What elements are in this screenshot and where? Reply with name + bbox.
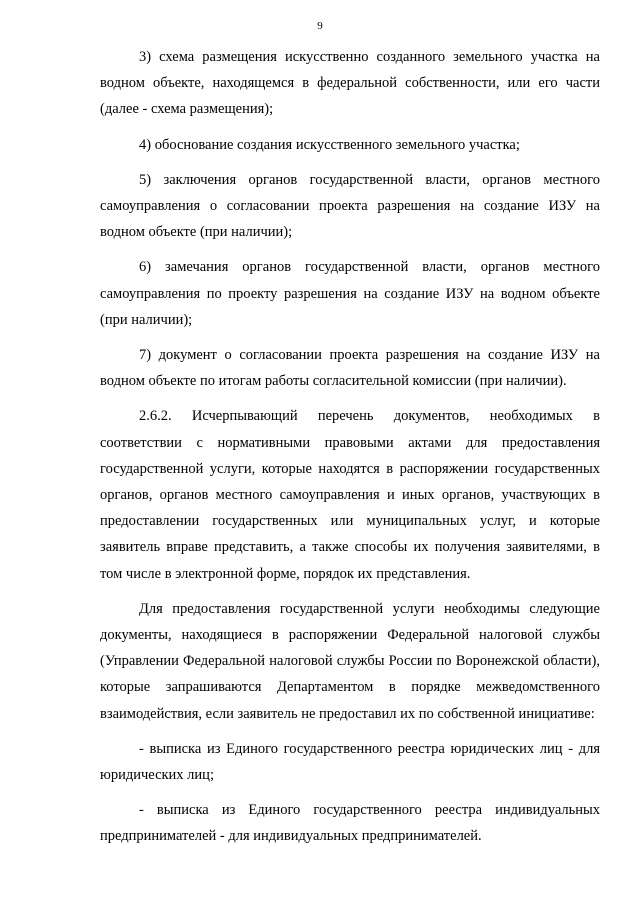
- document-body: [100, 44, 600, 850]
- paragraph-required-documents: Для предоставления государственной услуги необходимы следующие документы, находящиеся в распоряжении Федеральной налоговой службы (Управлении Федеральной налоговой службы России по Воронежской области), которые запрашиваются Департаментом в порядке межведомственного взаимодействия, если заявитель не предоставил их по собственной инициативе:: [100, 600, 600, 722]
- paragraph-item-3: 3) схема размещения искусственно созданного земельного участка на водном объекте, находящемся в федеральной собственности, или его части (далее - схема размещения);: [100, 49, 600, 118]
- paragraph-item-5: 5) заключения органов государственной власти, органов местного самоуправления о согласовании проекта разрешения на создание ИЗУ на водном объекте (при наличии);: [100, 171, 600, 241]
- paragraph-item-7: 7) документ о согласовании проекта разрешения на создание ИЗУ на водном объекте по итогам работы согласительной комиссии (при наличии).: [100, 347, 600, 390]
- paragraph-item-6: 6) замечания органов государственной власти, органов местного самоуправления по проекту разрешения на создание ИЗУ на водном объекте (при наличии);: [100, 259, 600, 328]
- page-number: 9: [317, 20, 323, 32]
- list-item-legal-entities: - выписка из Единого государственного реестра юридических лиц - для юридических лиц;: [100, 740, 600, 784]
- section-2-6-2: 2.6.2. Исчерпывающий перечень документов, необходимых в соответствии с нормативными правовыми актами для предоставления государственной услуги, которые находятся в распоряжении государственных органов, органов местного самоуправления и иных органов, участвующих в предоставлении государственных или муниципальных услуг, и которые заявитель вправе представить, а также способы их получения заявителями, в том числе в электронной форме, порядок их представления.: [100, 408, 600, 582]
- paragraph-item-4: 4) обоснование создания искусственного земельного участка;: [139, 136, 520, 153]
- list-item-individual-entrepreneurs: - выписка из Единого государственного реестра индивидуальных предпринимателей - для индивидуальных предпринимателей.: [100, 802, 600, 845]
